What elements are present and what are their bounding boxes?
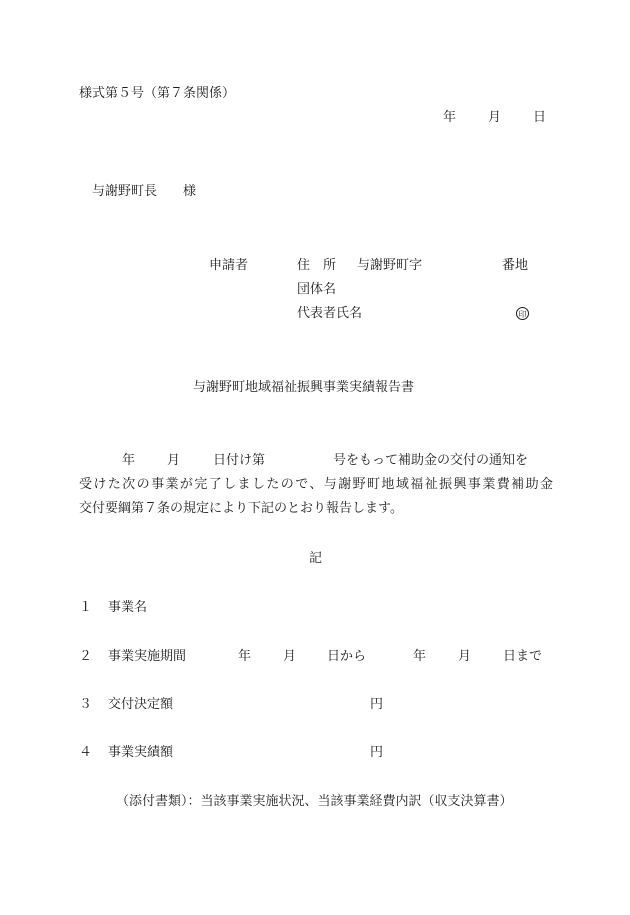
item-label: 事業実績額: [108, 745, 174, 760]
applicant-role-label: 申請者: [209, 258, 249, 273]
body-day-number-label: 日付け第: [213, 453, 266, 468]
item-number: ４: [79, 745, 93, 760]
address-suffix: 番地: [502, 258, 529, 273]
item-label: 事業名: [108, 600, 148, 615]
item-unit: 円: [370, 697, 384, 712]
address-label: 住 所: [297, 258, 337, 273]
item-number: １: [79, 600, 93, 615]
item-unit: 円: [370, 745, 384, 760]
period-to-year-label: 年: [413, 649, 427, 664]
attachment-note: （添付書類）：当該事業実施状況、当該事業経費内訳（収支決算書）: [116, 794, 513, 809]
period-from-month-label: 月: [283, 649, 297, 664]
address-prefix: 与謝野町字: [357, 258, 423, 273]
period-to-month-label: 月: [458, 649, 472, 664]
body-year-label: 年: [122, 453, 136, 468]
period-to-day-label: 日まで: [503, 649, 543, 664]
item-number: ２: [79, 649, 93, 664]
org-name-label: 団体名: [297, 282, 337, 297]
item-label: 交付決定額: [108, 697, 174, 712]
date-month-label: 月: [488, 110, 502, 125]
date-day-label: 日: [533, 110, 547, 125]
item-number: ３: [79, 697, 93, 712]
ki-heading: 記: [309, 551, 323, 566]
item-label: 事業実施期間: [108, 649, 187, 664]
date-year-label: 年: [443, 110, 457, 125]
addressee: 与謝野町長 様: [92, 184, 197, 199]
representative-name-label: 代表者氏名: [297, 306, 363, 321]
form-number: 様式第５号（第７条関係）: [79, 86, 236, 101]
period-from-year-label: 年: [238, 649, 252, 664]
body-month-label: 月: [167, 453, 181, 468]
body-line1-rest: 号をもって補助金の交付の通知を: [333, 453, 529, 468]
body-line-2: 受けた次の事業が完了しましたので、与謝野町地域福祉振興事業費補助金: [79, 477, 553, 492]
body-line-3: 交付要綱第７条の規定により下記のとおり報告します。: [79, 501, 403, 516]
seal-mark: 印: [516, 307, 529, 320]
period-from-day-label: 日から: [327, 649, 367, 664]
document-title: 与謝野町地域福祉振興事業実績報告書: [193, 380, 415, 395]
